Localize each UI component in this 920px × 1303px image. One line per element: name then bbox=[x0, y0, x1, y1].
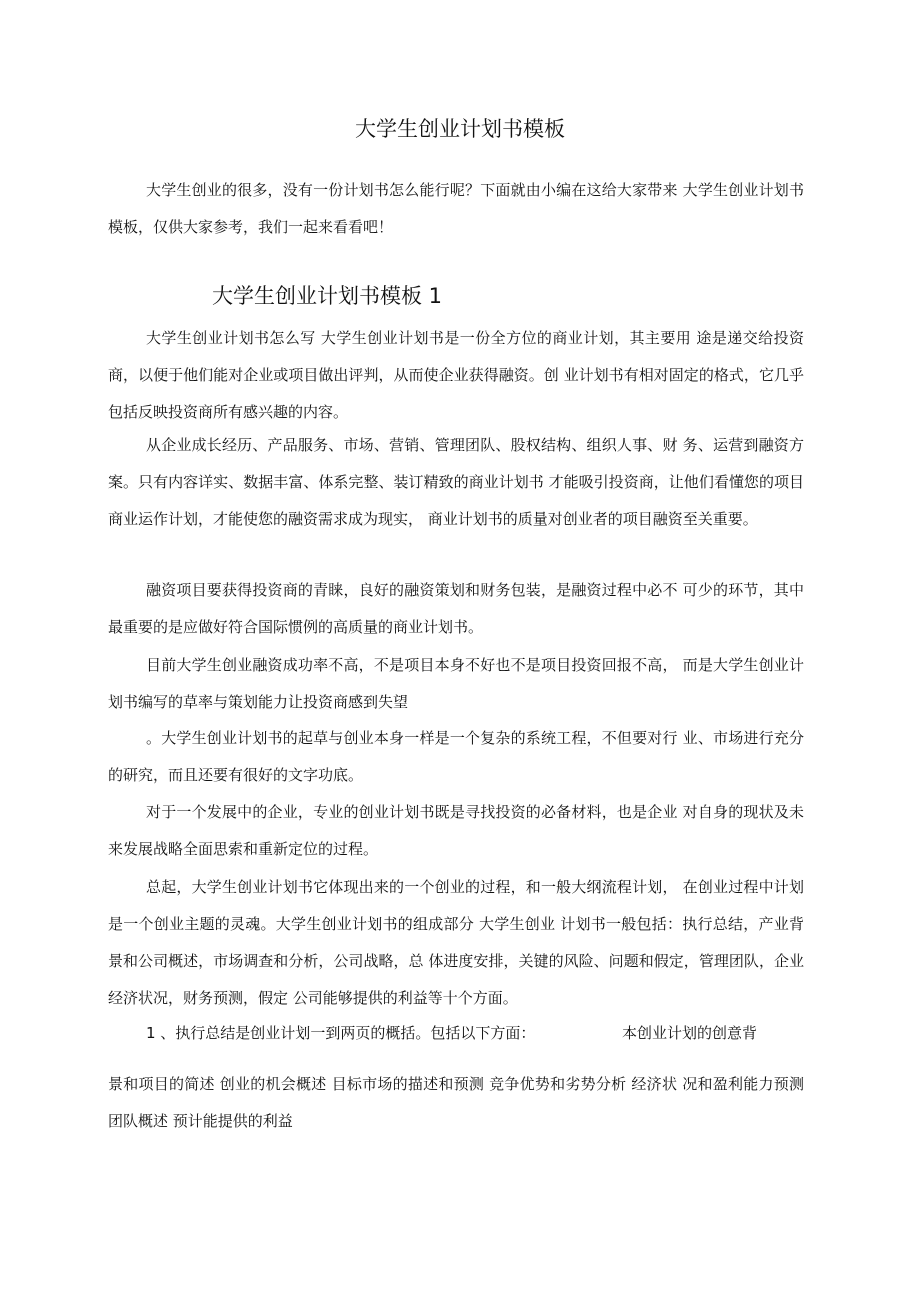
body-paragraph-4: 目前大学生创业融资成功率不高，不是项目本身不好也不是项目投资回报不高， 而是大学生创业计划书编写的草率与策划能力让投资商感到失望 bbox=[108, 656, 804, 711]
document-title: 大学生创业计划书模板 bbox=[355, 117, 565, 141]
body-paragraph-2: 从企业成长经历、产品服务、市场、营销、管理团队、股权结构、组织人事、财 务、运营到融资方案。只有内容详实、数据丰富、体系完整、装订精致的商业计划书 才能吸引投资商，让他们看懂您的项目商业运作计划，才能使您的融资需求成为现实， 商业计划书的质量对创业者的项目融资至关重要。 bbox=[108, 436, 804, 528]
item-1-body: 景和项目的简述 创业的机会概述 目标市场的描述和预测 竞争优势和劣势分析 经济状 况和盈利能力预测 团队概述 预计能提供的利益 bbox=[108, 1075, 804, 1130]
section-title: 大学生创业计划书模板 1 bbox=[212, 284, 443, 308]
intro-paragraph: 大学生创业的很多，没有一份计划书怎么能行呢？下面就由小编在这给大家带来 大学生创业计划书模板，仅供大家参考，我们一起来看看吧！ bbox=[108, 181, 804, 236]
body-paragraph-6: 对于一个发展中的企业，专业的创业计划书既是寻找投资的必备材料，也是企业 对自身的现状及未来发展战略全面思索和重新定位的过程。 bbox=[108, 803, 804, 858]
item-1-heading: 1 、执行总结是创业计划一到两页的概括。包括以下方面： bbox=[146, 1024, 536, 1042]
body-paragraph-5: 。大学生创业计划书的起草与创业本身一样是一个复杂的系统工程，不但要对行 业、市场进行充分的研究，而且还要有很好的文字功底。 bbox=[108, 729, 804, 784]
body-paragraph-1: 大学生创业计划书怎么写 大学生创业计划书是一份全方位的商业计划，其主要用 途是递交给投资商，以便于他们能对企业或项目做出评判，从而使企业获得融资。创 业计划书有相对固定的格式，它几乎包括反映投资商所有感兴趣的内容。 bbox=[108, 329, 804, 421]
body-paragraph-7: 总起，大学生创业计划书它体现出来的一个创业的过程，和一般大纲流程计划， 在创业过程中计划是一个创业主题的灵魂。大学生创业计划书的组成部分 大学生创业 计划书一般包括：执行总结，产业背景和公司概述，市场调查和分析，公司战略，总 体进度安排，关键的风险、问题和假定，管理团队，企业经济状况，财务预测，假定 公司能够提供的利益等十个方面。 bbox=[108, 878, 804, 1007]
item-1-heading-continued: 本创业计划的创意背 bbox=[622, 1024, 758, 1042]
body-paragraph-3: 融资项目要获得投资商的青睐，良好的融资策划和财务包装，是融资过程中必不 可少的环节，其中最重要的是应做好符合国际惯例的高质量的商业计划书。 bbox=[108, 581, 804, 636]
